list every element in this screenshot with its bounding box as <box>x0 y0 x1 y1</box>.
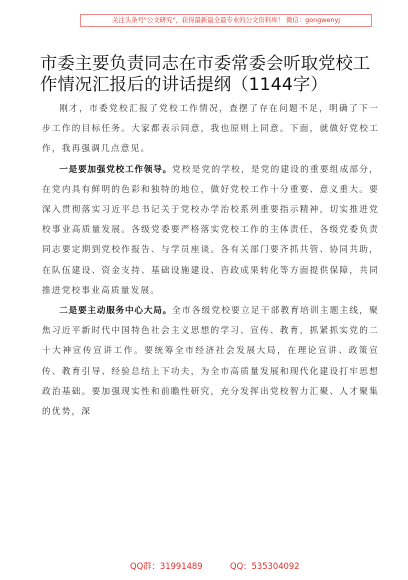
qq-contact-text: QQ：535304092 <box>230 561 300 571</box>
section-1-paragraph <box>42 160 379 301</box>
section-1-text: 党校是党的学校，是党的建设的重要组成部分，在党内具有鲜明的色彩和独特的地位，做好党校工作十分重要、意义重大。要深入贯彻落实习近平总书记关于党校办学治校系列重要指示精神，切实推进党校事业高质量发展。各级党委要严格落实党校工作的主体责任，各级党委负责同志要定期到党校作报告、与学员座谈。各有关部门要齐抓共管、协同共助，在队伍建设、资金支持、基础设施建设、咨政成果转化等方面提供保障，共同推进党校事业高质量发展。 <box>42 164 379 296</box>
document-body <box>42 99 379 422</box>
section-2-text: 全市各级党校要立足干部教育培训主题主线，聚焦习近平新时代中国特色社会主义思想的学习、宣传、教育，抓紧抓实党的二十大神宣传宣讲工作。要统筹全市经济社会发展大局，在理论宣讲、政策宣传、教育引导、经验总结上下功夫，为全市高质量发展和现代化建设打牢思想政治基础。要加强现实性和前瞻性研究，充分发挥出党校智力汇聚、人才聚集的优势，深 <box>42 306 379 418</box>
qq-group-text: QQ群：31991489 <box>130 561 203 571</box>
section-2-heading: 二是要主动服务中心大局。 <box>59 306 173 317</box>
page-footer <box>0 559 408 573</box>
document-title: 市委主要负责同志在市委常委会听取党校工作情况汇报后的讲话提纲（1144字） <box>40 54 371 95</box>
intro-paragraph: 刚才，市委党校汇报了党校工作情况，查摆了存在问题不足，明确了下一步工作的目标任务。大家都表示同意，我也原则上同意。下面，就做好党校工作，我再强调几点意见。 <box>42 104 379 155</box>
section-1-heading: 一是要加强党校工作领导。 <box>59 164 173 175</box>
promo-banner: 关注头条号"公文研究"，获得最新最全最专业的公文资料库！ 微信：gongwenyj <box>80 14 372 27</box>
section-2-paragraph <box>42 301 379 422</box>
